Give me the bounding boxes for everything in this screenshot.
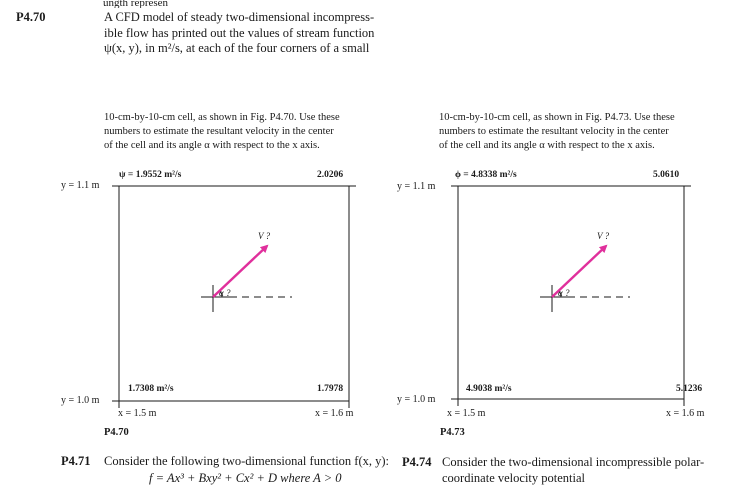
left-caption-line-1: 10-cm-by-10-cm cell, as shown in Fig. P4.70. Use these bbox=[104, 112, 340, 123]
right-top-right-value: 5.0610 bbox=[653, 170, 680, 180]
left-figure-label: P4.70 bbox=[104, 427, 129, 438]
left-x-right-label: x = 1.6 m bbox=[315, 408, 354, 419]
left-top-left-value: ψ = 1.9552 m²/s bbox=[119, 170, 182, 180]
left-cell-diagram bbox=[112, 186, 356, 408]
right-x-right-label: x = 1.6 m bbox=[666, 408, 705, 419]
right-v-label: V ? bbox=[597, 231, 610, 241]
problem-474-label: P4.74 bbox=[402, 455, 432, 469]
problem-470-line-3: ψ(x, y), in m²/s, at each of the four corners of a small bbox=[104, 41, 370, 55]
left-top-right-value: 2.0206 bbox=[317, 170, 344, 180]
problem-471-equation: f = Ax³ + Bxy² + Cx² + D where A > 0 bbox=[149, 471, 342, 485]
left-y-top-label: y = 1.1 m bbox=[61, 180, 100, 191]
problem-470-line-2: ible flow has printed out the values of stream function bbox=[104, 25, 375, 40]
right-bottom-left-value: 4.9038 m²/s bbox=[466, 384, 512, 394]
right-y-top-label: y = 1.1 m bbox=[397, 181, 436, 192]
right-caption-line-1: 10-cm-by-10-cm cell, as shown in Fig. P4.73. Use these bbox=[439, 112, 675, 123]
left-caption-line-3: of the cell and its angle α with respect to the x axis. bbox=[104, 140, 320, 151]
left-alpha-label: α ? bbox=[219, 288, 231, 298]
right-cell-box bbox=[458, 186, 684, 399]
right-x-left-label: x = 1.5 m bbox=[447, 408, 486, 419]
right-cell-diagram bbox=[451, 186, 691, 406]
right-y-bottom-label: y = 1.0 m bbox=[397, 394, 436, 405]
left-y-bottom-label: y = 1.0 m bbox=[61, 395, 100, 406]
problem-474-line-1: Consider the two-dimensional incompressible polar- bbox=[442, 455, 705, 469]
left-bottom-left-value: 1.7308 m²/s bbox=[128, 384, 174, 394]
right-top-left-value: ϕ = 4.8338 m²/s bbox=[455, 170, 517, 180]
right-figure-label: P4.73 bbox=[440, 427, 465, 438]
left-bottom-right-value: 1.7978 bbox=[317, 384, 344, 394]
left-cell-box bbox=[119, 186, 349, 401]
left-x-left-label: x = 1.5 m bbox=[118, 408, 157, 419]
problem-471-label: P4.71 bbox=[61, 454, 91, 468]
top-text-fragment: ungth represen bbox=[103, 0, 169, 8]
problem-474-line-2: coordinate velocity potential bbox=[442, 470, 586, 485]
problem-471-text: Consider the following two-dimensional function f(x, y): bbox=[104, 454, 390, 468]
problem-470-label: P4.70 bbox=[16, 10, 46, 24]
problem-470-line-1: A CFD model of steady two-dimensional incompress- bbox=[104, 10, 375, 24]
right-alpha-label: α ? bbox=[558, 288, 570, 298]
problem-474-text bbox=[442, 455, 704, 486]
left-caption-line-2: numbers to estimate the resultant velocity in the center bbox=[104, 126, 334, 137]
right-caption-line-3: of the cell and its angle α with respect to the x axis. bbox=[439, 140, 655, 151]
right-bottom-right-value: 5.1236 bbox=[676, 384, 703, 394]
left-v-label: V ? bbox=[258, 231, 271, 241]
right-caption-line-2: numbers to estimate the resultant velocity in the center bbox=[439, 126, 669, 137]
